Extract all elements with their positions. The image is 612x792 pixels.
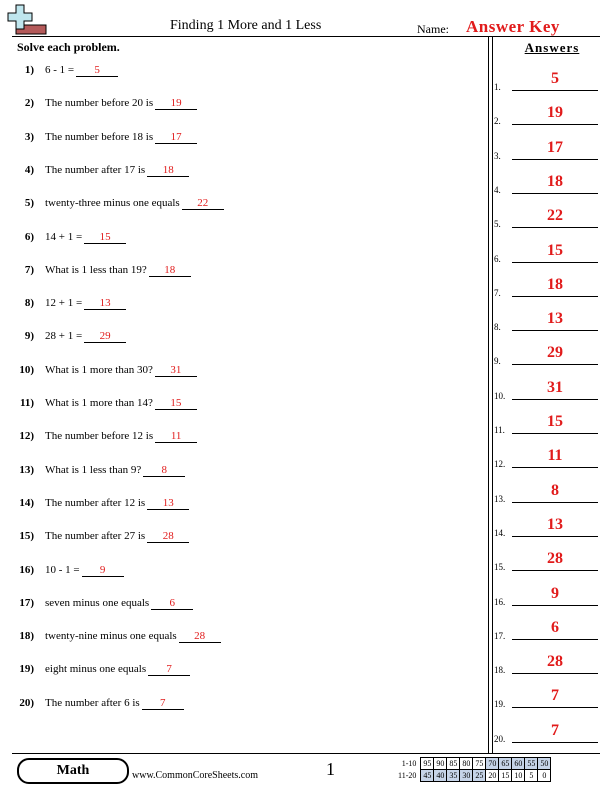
problem-number: 18) xyxy=(19,630,34,643)
answer-blank: 7 xyxy=(148,663,190,676)
answer-key-value: 31 xyxy=(547,378,563,396)
answer-key-number: 10. xyxy=(494,390,506,401)
problem-number: 11) xyxy=(19,397,34,409)
problem-text xyxy=(45,330,126,343)
problem-text xyxy=(45,597,193,610)
answer-key-value: 22 xyxy=(547,207,563,225)
problem-number: 2) xyxy=(24,97,34,110)
problem-text xyxy=(45,497,189,510)
answers-heading-text: Answers xyxy=(524,40,580,55)
answer-blank: 15 xyxy=(155,397,197,410)
score-scale-table xyxy=(396,757,551,782)
problem-number: 20) xyxy=(19,696,34,709)
answer-key-number: 2. xyxy=(494,116,501,127)
answer-key-number: 4. xyxy=(494,184,501,195)
answer-key-label: Answer Key xyxy=(466,17,560,36)
answer-key-row xyxy=(494,308,604,334)
problem-text xyxy=(45,430,197,443)
answer-key-line xyxy=(512,467,598,468)
answer-key-row xyxy=(494,685,604,711)
problem-question: The number after 6 is xyxy=(45,696,140,709)
problem-text xyxy=(45,64,118,77)
answer-key-value: 13 xyxy=(547,515,563,533)
answer-key-value: 28 xyxy=(547,550,563,568)
answer-blank: 18 xyxy=(149,264,191,277)
answer-key-value: 18 xyxy=(547,275,563,293)
answer-key-row xyxy=(494,617,604,643)
answer-key-row xyxy=(494,445,604,471)
answer-key-number: 12. xyxy=(494,459,506,470)
problem-question: 6 - 1 = xyxy=(45,64,75,76)
problem-item xyxy=(0,593,480,617)
answer-blank: 19 xyxy=(155,97,197,110)
score-row-label: 1-10 xyxy=(401,759,417,768)
problem-text xyxy=(45,164,189,177)
answer-key-line xyxy=(512,330,598,331)
answer-key-line xyxy=(512,296,598,297)
answer-key-value: 7 xyxy=(551,721,559,739)
answer-key-number: 20. xyxy=(494,733,506,744)
answer-key-row xyxy=(494,102,604,128)
answer-key-line xyxy=(512,159,598,160)
answer-blank: 31 xyxy=(155,364,197,377)
score-cell: 55 xyxy=(525,758,538,770)
answer-key-line xyxy=(512,227,598,228)
answer-blank: 5 xyxy=(76,64,118,77)
answer-key-value: 9 xyxy=(551,584,559,602)
answer-key-number: 5. xyxy=(494,219,501,230)
score-cell: 10 xyxy=(512,770,525,782)
answer-key-row xyxy=(494,583,604,609)
answer-blank: 22 xyxy=(182,197,224,210)
answer-key-line xyxy=(512,262,598,263)
score-cell: 60 xyxy=(512,758,525,770)
answer-key-number: 15. xyxy=(494,562,506,573)
worksheet-title: Finding 1 More and 1 Less xyxy=(170,18,322,33)
answer-blank: 13 xyxy=(147,497,189,510)
answer-key-value: 17 xyxy=(547,138,563,156)
answer-key-row xyxy=(494,342,604,368)
answer-key-number: 9. xyxy=(494,356,501,367)
answer-key-value: 11 xyxy=(547,447,563,465)
problem-item xyxy=(0,626,480,650)
answer-key-number: 1. xyxy=(494,82,501,92)
problem-text xyxy=(45,397,197,410)
problem-item xyxy=(0,360,480,384)
answer-key-value: 8 xyxy=(551,481,559,499)
problem-question: The number after 27 is xyxy=(45,530,146,543)
problem-text xyxy=(45,630,221,643)
problem-text xyxy=(45,697,184,710)
answer-blank: 6 xyxy=(151,597,193,610)
problem-item xyxy=(0,426,480,450)
name-label: Name: xyxy=(417,22,449,36)
answer-key-line xyxy=(512,639,598,640)
answer-blank: 15 xyxy=(84,231,126,244)
problem-item xyxy=(0,193,480,217)
problem-item xyxy=(0,60,480,84)
column-divider xyxy=(488,37,493,753)
answer-blank: 28 xyxy=(179,630,221,643)
answer-key-row xyxy=(494,205,604,231)
plus-minus-logo-icon xyxy=(4,3,48,37)
answer-key-row xyxy=(494,377,604,403)
problem-question: The number before 12 is xyxy=(45,430,154,443)
problem-item xyxy=(0,693,480,717)
answer-key-row xyxy=(494,411,604,437)
problem-text xyxy=(45,663,190,676)
answer-key-value: 15 xyxy=(547,413,563,430)
problem-number: 4) xyxy=(24,163,34,176)
score-cell: 50 xyxy=(538,758,551,770)
problem-item xyxy=(0,93,480,117)
answer-blank: 18 xyxy=(147,164,189,177)
problem-question: 12 + 1 = xyxy=(45,297,83,310)
problem-item xyxy=(0,227,480,251)
problem-text xyxy=(45,297,126,310)
problem-item xyxy=(0,526,480,550)
answer-key-number: 18. xyxy=(494,665,506,676)
answer-key-row xyxy=(494,137,604,163)
score-cell: 25 xyxy=(473,770,486,782)
problem-number: 13) xyxy=(19,463,34,476)
score-cell: 35 xyxy=(447,770,460,782)
problem-text xyxy=(45,264,191,277)
answer-key-value: 7 xyxy=(551,687,559,705)
answer-key-number: 3. xyxy=(494,150,501,161)
answer-key-row xyxy=(494,171,604,197)
site-url: www.CommonCoreSheets.com xyxy=(132,770,259,781)
answer-key-number: 7. xyxy=(494,287,501,298)
answer-blank: 8 xyxy=(143,464,185,477)
answer-key-line xyxy=(512,364,598,365)
problem-text xyxy=(45,197,224,210)
problem-number: 16) xyxy=(19,563,34,576)
problem-number: 5) xyxy=(24,197,34,210)
answer-blank: 9 xyxy=(82,564,124,577)
score-cell: 0 xyxy=(538,770,551,782)
problem-item xyxy=(0,160,480,184)
problem-text xyxy=(45,97,197,110)
answer-key-value: 19 xyxy=(547,104,563,122)
answer-blank: 29 xyxy=(84,330,126,343)
answer-blank: 17 xyxy=(155,131,197,144)
answer-key-line xyxy=(512,124,598,125)
answer-key-row xyxy=(494,274,604,300)
instructions: Solve each problem. xyxy=(17,40,120,54)
score-cell: 20 xyxy=(486,770,499,782)
answer-key-value: 6 xyxy=(551,618,559,636)
answer-blank: 13 xyxy=(84,297,126,310)
problem-item xyxy=(0,659,480,683)
problem-number: 7) xyxy=(24,263,34,276)
answer-key-number: 17. xyxy=(494,630,506,641)
answer-key-row xyxy=(494,68,604,94)
problem-question: The number before 18 is xyxy=(45,130,154,143)
problem-text xyxy=(45,464,185,477)
problem-number: 8) xyxy=(24,297,34,310)
answer-key-line xyxy=(512,90,598,91)
score-cell: 70 xyxy=(486,758,499,770)
answer-key-value: 28 xyxy=(547,653,563,671)
problem-number: 19) xyxy=(19,663,34,676)
answer-key-row xyxy=(494,514,604,540)
problem-question: The number after 12 is xyxy=(45,496,146,509)
problem-text xyxy=(45,530,189,543)
answer-key-line xyxy=(512,707,598,708)
answer-key-row xyxy=(494,720,604,746)
problem-question: 28 + 1 = xyxy=(45,330,83,343)
answer-key-row xyxy=(494,240,604,266)
answer-key-number: 6. xyxy=(494,253,501,264)
score-row-label: 11-20 xyxy=(398,771,417,780)
page-number: 1 xyxy=(326,759,335,779)
answer-key-number: 16. xyxy=(494,596,506,607)
problem-question: What is 1 less than 19? xyxy=(45,263,147,276)
problem-item xyxy=(0,127,480,151)
answer-key-line xyxy=(512,399,598,400)
answer-blank: 11 xyxy=(155,430,197,443)
header-divider xyxy=(12,36,600,37)
answer-key-number: 19. xyxy=(494,699,506,710)
subject-badge: Math xyxy=(17,758,129,784)
score-row xyxy=(396,770,551,782)
answer-key-line xyxy=(512,536,598,537)
problem-item xyxy=(0,260,480,284)
score-cell: 90 xyxy=(434,758,447,770)
answer-key-value: 13 xyxy=(547,310,563,328)
problem-question: What is 1 less than 9? xyxy=(45,463,142,476)
problem-question: The number before 20 is xyxy=(45,97,154,110)
problem-number: 6) xyxy=(24,230,34,243)
problem-item xyxy=(0,493,480,517)
problem-number: 3) xyxy=(24,130,34,143)
problem-question: eight minus one equals xyxy=(45,663,147,676)
problem-text xyxy=(45,231,126,244)
problem-number: 17) xyxy=(19,596,34,609)
answer-key-row xyxy=(494,548,604,574)
score-cell: 80 xyxy=(460,758,473,770)
answer-key-line xyxy=(512,742,598,743)
score-row xyxy=(396,758,551,770)
answer-key-line xyxy=(512,433,598,434)
problem-item xyxy=(0,560,480,584)
answer-blank: 28 xyxy=(147,530,189,543)
problem-question: seven minus one equals xyxy=(45,596,150,609)
answers-heading xyxy=(492,40,612,56)
answer-key-value: 15 xyxy=(547,241,563,259)
score-cell: 95 xyxy=(421,758,434,770)
answer-key-value: 5 xyxy=(551,70,559,87)
problem-question: The number after 17 is xyxy=(45,163,146,176)
problem-question: twenty-nine minus one equals xyxy=(45,630,177,643)
answer-key-value: 29 xyxy=(547,344,563,362)
score-cell: 65 xyxy=(499,758,512,770)
problem-item xyxy=(0,293,480,317)
problem-item xyxy=(0,326,480,350)
problem-number: 10) xyxy=(19,363,34,376)
answer-key-line xyxy=(512,502,598,503)
score-cell: 15 xyxy=(499,770,512,782)
problem-question: twenty-three minus one equals xyxy=(45,197,180,210)
score-cell: 5 xyxy=(525,770,538,782)
problem-question: What is 1 more than 30? xyxy=(45,363,153,376)
problem-text xyxy=(45,131,197,144)
score-cell: 30 xyxy=(460,770,473,782)
answer-key-row xyxy=(494,651,604,677)
score-cell: 40 xyxy=(434,770,447,782)
problem-number: 12) xyxy=(19,430,34,443)
answer-key-number: 11. xyxy=(494,425,505,435)
problem-number: 9) xyxy=(24,330,34,343)
answer-key-number: 13. xyxy=(494,493,506,504)
score-cell: 75 xyxy=(473,758,486,770)
problem-question: 10 - 1 = xyxy=(45,563,80,576)
problem-question: 14 + 1 = xyxy=(45,230,83,243)
problem-question: What is 1 more than 14? xyxy=(45,397,153,409)
answer-key-value: 18 xyxy=(547,172,563,190)
problem-number: 1) xyxy=(24,64,34,76)
problem-number: 15) xyxy=(19,530,34,543)
answer-key-line xyxy=(512,605,598,606)
answer-key-line xyxy=(512,673,598,674)
answer-key-line xyxy=(512,570,598,571)
answer-key-line xyxy=(512,193,598,194)
answer-blank: 7 xyxy=(142,697,184,710)
problem-item xyxy=(0,393,480,417)
problem-text xyxy=(45,564,124,577)
score-cell: 85 xyxy=(447,758,460,770)
problem-item xyxy=(0,460,480,484)
answer-key-number: 8. xyxy=(494,322,501,333)
score-cell: 45 xyxy=(421,770,434,782)
answer-key-row xyxy=(494,480,604,506)
problem-text xyxy=(45,364,197,377)
answer-key-number: 14. xyxy=(494,527,506,538)
problem-number: 14) xyxy=(19,496,34,509)
footer-divider xyxy=(12,753,600,754)
